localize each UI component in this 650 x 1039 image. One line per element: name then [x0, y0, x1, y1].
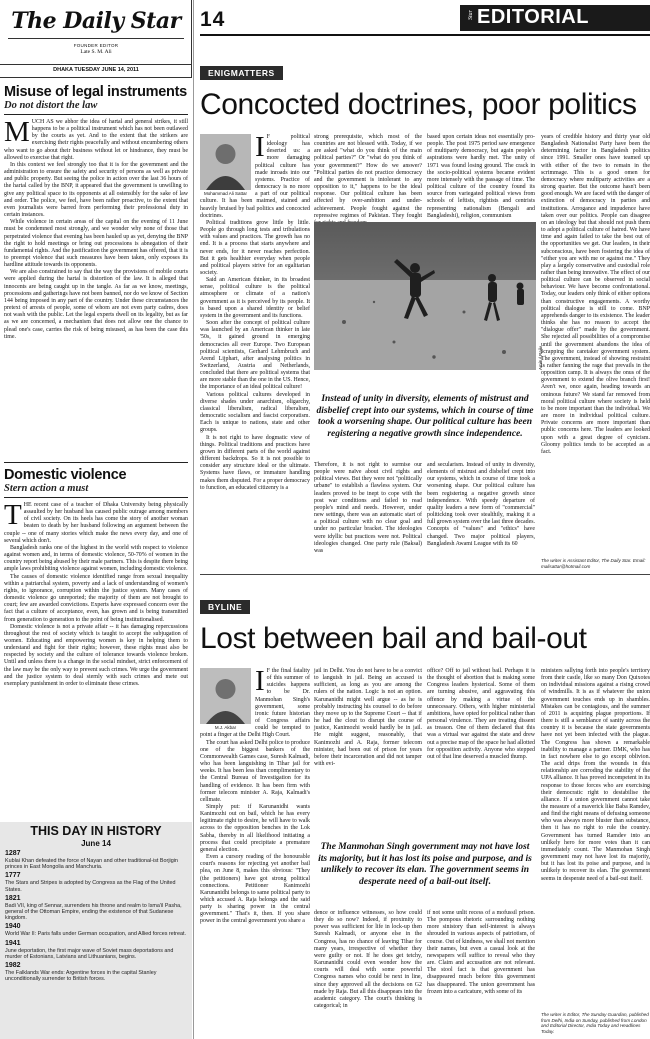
article-headline: Concocted doctrines, poor politics	[200, 88, 637, 121]
author-photo	[200, 668, 251, 724]
dropcap: I	[255, 131, 265, 163]
writer-note: The writer is Assistant Editor, The Daily Star. Email: malisattar@hotmail.com	[541, 558, 646, 569]
history-year: 1821	[5, 894, 21, 902]
paragraph: years of credible history and thirty year old Bangladesh Nationalist Party have been the determining factor in Bangladesh politics since 1991. Smaller ones have teamed up with either of the two to remain in the scrimmage. This is a good omen for democracy where multiparty activities are a strong quarter. But the outcome hasn't been good enough. We are faced with the danger of extinction of democracy in parties and institutions. Arrogance and impudence have taken over our politics. People can disagree on an ideology but that should not push them to adopt a political culture of hatred. We have time and again failed to take the best out of the opportunities we get. Our leaders, in their subconscious, have been fostering the idea of "either you are with me or against me." They play a largely conservative and custodial role rather than being innovative. The effect of our political culture can be observed in social behaviour. We have become confrontational. Today, our leaders only think of either options than constructive engagements. A worthy political dialogue is still to come. BNP apprehends danger to its existence. The leader thinks she has no reason to accept the "dialogue offer" made by the government. She rejected all possibilities of a compromise until the government abandons the idea of scrapping the caretaker government system. The government, instead of showing restraint is rather fanning the rage that prevails in the opposition camp. It is always the onus of the government to extend the olive branch first! Aren't we, once again, heading towards an ominous future? We stand far removed from moral political culture where society is held to be more important than the individual. We are more in individual political culture. Private concerns are more important than public concerns here. The leaders are looked upon with a great degree of cynicism. Gloomy politics tends to be accepted as a fact.	[541, 134, 650, 455]
author-caption: M.J. Akbar	[214, 725, 237, 730]
article-column	[200, 131, 310, 554]
editorial-title: Domestic violence	[4, 467, 127, 483]
history-text: Kublai Khan defeated the force of Nayan and other traditional-ist Borjigin princes in East Mongolia and Manchuria.	[5, 858, 178, 871]
paragraph: It is not right to have dogmatic view of things. Political traditions and practices have grown in different parts of the world against different backdrops. So it is not possible to consider any structure ideal or the ultimate. Systems have flaws, or immature handling makes them disputed. For a proper democracy to function, an educated citizenry is a	[200, 434, 310, 491]
history-text: World War II: Paris falls under German occupation, and Allied forces retreat.	[5, 931, 186, 938]
paragraph: The court has asked Delhi police to produce one of the biggest bankers of the Commonwealth Games case, Suresh Kalmadi, who has been languishing in Tihar jail for weeks. It has been less than complimentary to the Central Bureau of Investigation for its handling of evidence. It has been firm with former telecom minister A. Raja, Kalmadi's cellmate.	[200, 739, 310, 803]
pull-quote: Instead of unity in diversity, elements of mistrust and disbelief crept into our systems, which in course of time took a worsening shape. Our political culture has been registering a negative growth since independence.	[316, 394, 534, 439]
editorial-title: Misuse of legal instruments	[4, 84, 187, 100]
section-rule	[200, 574, 650, 575]
masthead	[0, 0, 192, 78]
dateline: DHAKA TUESDAY JUNE 14, 2011	[0, 64, 192, 73]
author-block	[200, 134, 251, 196]
history-item	[0, 895, 192, 922]
paragraph: Soon after the concept of political culture was launched by an American thinker in late '50s, it gained ground in emerging democracies all over Europe. Two European political scientists, Gerhard Lehmbruch and Arend Lijphart, after analysing politics in Switzerland, Austria and Netherlands, concluded that there are political systems that are more stable than the one in the US. Hence, the importance of an ideal political culture!	[200, 320, 310, 391]
writer-note: The writer is Editor, The Sunday Guardian, published from Delhi, India on Sunday, published from London and Editorial Director, India Today and Headlines Today.	[541, 1012, 649, 1034]
section-banner	[460, 5, 650, 31]
dropcap: T	[4, 499, 22, 531]
author-caption: Mohammad Ali Sattar	[203, 191, 248, 196]
author-portrait-icon	[200, 134, 251, 190]
protest-scene-photo-icon	[314, 222, 536, 370]
logo-rule	[8, 38, 184, 39]
this-day-in-history	[0, 822, 192, 1039]
paragraph: and secularism. Instead of unity in diversity, elements of mistrust and disbelief crept into our systems, which in course of time took a worsening shape. Our political culture has been registering a negative growth since independence. With speedy departure of quality leaders a new form of "commercial" politicking took over stealthily, making it a full grown system over the last three decades. Concepts of "values" and "ethics" have changed. Two major political players, Bangladesh Awami League with its 60	[427, 462, 535, 547]
history-item	[0, 940, 192, 960]
author-block	[200, 668, 251, 730]
history-title: THIS DAY IN HISTORY	[30, 824, 162, 838]
history-text: The Falklands War ends: Argentine forces in the capital Stanley unconditionally surrender to British forces.	[5, 970, 157, 983]
article-column	[314, 462, 422, 554]
page-number: 14	[200, 8, 226, 31]
article-column	[427, 134, 535, 220]
paragraph: ministers sallying forth into people's territory from their castle, like so many Don Quixotes on individual missions against a rising crowd of windmills. It is as if whatever the union government touches ends up in shambles. Mistakes can be contagious, and the summer of 2011 is acquiring plague proportions. If there is still a semblance of sanity across the country it is because the state governments have not yet been infected with the plague. The Congress has shown a remarkable inability to manage a partner. DMK, who has in fact nowhere else to go except oblivion. The acid drips from the wounds in this relationship are corroding the stability of the UPA alliance. It has proved incompetent in its response to those forces who are exercising their democratic right to destabilise the alliance. If a union government cannot take the measure of a maverick like Baba Ramdev, and find the right means of defusing someone who was always more bluster than substance, then it has no right to rule the country. Government has turned Ramdev into an unlikely hero for more votes than it can immediately count. The Manmohan Singh government may not have lost its majority, but it has lost its poise and purpose, and is unlikely to recover its elan. The government seems in desperate need of a bail-out itself.	[541, 668, 650, 882]
pull-quote: The Manmohan Singh government may not have lost its majority, but it has lost its poise and purpose, and is unlikely to recover its elan. The government seems in desperate need of a bail-out itself.	[318, 842, 532, 887]
paragraph: In this context we feel strongly too that it is for the government and the administration to ensure the safety and security of persons as well as private and public property. But seeing the police in action over the last 36 hours of the hartal called by the BNP, it appeared that the government is unwilling to give any political space to its opponents at all ostensibly for the sake of law and order. The police, we feel, have been rather proactive, to the extent that even journalists were barred from performing their professional duty in certain instances.	[4, 161, 188, 219]
paragraph: jail in Delhi. You do not have to be a convict to languish in jail. Being an accused is sufficient, as long as you are among the rulers of the nation. Logic is not an option. Karunanidhi might well argue -- as he is probably instructing his counsel to do before they move up to the Supreme Court -- that if he had the clout to disrupt the course of justice, Kanimozhi would hardly be in jail. He might suggest, reasonably, that Kanimozhi and A. Raja, former telecom minister, had been out of prison for years before their incarceration and did not tamper with evi-	[314, 668, 422, 768]
article-column	[314, 668, 422, 836]
paragraph: Bangladesh ranks one of the highest in the world with respect to violence against women and, in terms of domestic violence, 50-70% of women in the country report being abused by their male partners. This is despite there being ample laws prohibiting violence against women, including domestic violence.	[4, 544, 188, 573]
paragraph: strong prerequisite, which most of the countries are not blessed with. Today, if we are asked "what do you think of the main political parties?" Or "what do you think of your government?" How do we answer? "Political parties do not practice democracy and the government is intolerant to any opposition to it," happens to be the ideal response. Our political culture has been affected by over-ambition and under-achievement. People fought against the repressive regimes of Pakistan. They fought	[314, 134, 422, 219]
dropcap: M	[4, 116, 30, 148]
article-headline: Lost between bail and bail-out	[200, 622, 587, 655]
dropcap: I	[255, 665, 265, 697]
column-separator	[193, 0, 194, 1039]
paragraph: office? Off to jail without bail. Perhaps it is the thought of abortion that is making some Congress leaders hysterical. Some of them are turning abusive, and aggravating this offence by making a virtue of the unnecessary. Others, with higher ministerial ambitions, have opted for political rather than personal virulence. They are treating dissent as treason. One of them declared that this was a virtual war against the state and drew out a precise map of the space he had allotted for opposition activity. Anyone who stepped out of that line deserved a muscled thump.	[427, 668, 535, 760]
history-year: 1982	[5, 962, 21, 970]
history-year: 1287	[5, 850, 21, 857]
editorial-misuse	[4, 84, 188, 462]
article-column	[427, 462, 535, 554]
history-year: 1777	[5, 872, 21, 880]
history-text: The Stars and Stripes is adopted by Congress as the Flag of the United States.	[5, 880, 176, 893]
article-column	[427, 910, 535, 1039]
paragraph: Political traditions grow little by little. People go through long tests and tribulations with values and practices. The growth has no end. It is a process that starts anywhere and never ends, for it never reaches perfection. But it gets healthier everyday when people and political players strive for an egalitarian society.	[200, 219, 310, 276]
editorial-subtitle: Stern action a must	[4, 483, 89, 494]
paragraph: if not some unlit recess of a mofussil prison. The pompous rhetoric surrounding nothing more sinistory than self-interest is always shrouded in various aspects of patriotism, of course. Out of kindness, we shall not mention their names, but even a casual look at the newspapers will suffice to reveal who they are. Claim and accusation are not relevant. The stool fact is that government has disappeared much before this government has disappeared. The union government has frozen into a caricature, with some of its	[427, 910, 535, 995]
article-kicker: BYLINE	[200, 600, 250, 614]
star-mini-logo: Star	[468, 10, 474, 21]
history-item	[0, 923, 192, 937]
article-column	[314, 910, 422, 1039]
paragraph: Said an American thinker, in its broadest sense, political culture is the political atmosphere or climate of a nation's government as it is perceived by its people. It is based upon a shared identity or belief system in the government and its functions.	[200, 277, 310, 319]
article-kicker: ENIGMATTERS	[200, 66, 283, 80]
divider	[4, 497, 188, 498]
paragraph: Simply put: if Karunanidhi wants Kanimozhi out on bail, which he has every legitimate right to desire, he will have to walk across to the opposition benches in the Lok Sabha, thereby in all likelihood initiating a process that could precipitate a premature general election.	[200, 803, 310, 853]
divider	[4, 462, 188, 463]
section-name: EDITORIAL	[477, 6, 589, 28]
history-item	[0, 962, 192, 982]
paragraph: F political ideology has deserted us: a more damaging political culture has made inroads into our systems. Practice of democracy is no more a part of our political culture. It has been maimed, stained and heavily bruised by bad politics and concocted doctrines.	[200, 134, 310, 219]
author-photo	[200, 134, 251, 190]
divider	[4, 114, 188, 115]
founder-name: Late S. M. Ali	[80, 49, 112, 55]
history-year: 1940	[5, 923, 21, 931]
article-column	[541, 668, 650, 1008]
author-portrait-icon	[200, 668, 251, 724]
paragraph: F the final fatality of this summer of suicides happens to be Dr. Manmohan Singh's government, some ironic future historian of Congress affairs could be tempted to point a finger at the Delhi High Court.	[200, 668, 310, 739]
editorial-subtitle: Do not distort the law	[4, 100, 98, 111]
paragraph: Even a cursory reading of the honourable court's reasons for rejecting yet another bail plea, on June 8, makes this obvious: "They (the petitioners) have got strong political connections. Petitioner Kanimozhi Karunanidhi belongs to same political party to which accused A. Raja belongs and the said party is sharing power in the central government." That's it, then. If you share power in the central government you share a	[200, 854, 310, 925]
article-column	[314, 134, 422, 220]
founder-label: FOUNDER EDITOR	[73, 43, 119, 48]
paragraph: HE recent case of a teacher of Dhaka University being physically assaulted by her husband has caused public outrage among members of civil society. On its heels has come the story of another woman beaten to death by her husband following an argument between the couple -- one of many stories which make the news every day, and one of several which don't.	[4, 502, 188, 544]
article-column	[427, 668, 535, 836]
editorial-body	[4, 499, 188, 688]
daily-star-logo: The Daily Star	[11, 8, 181, 34]
paragraph: Domestic violence is not a private affair -- it has damaging repercussions throughout the rest of society which is taught to accept the subjugation of women. Educating and empowering women is key in helping them to understand and fight for their rights; however, these rights must also be respected by society and the culture of tolerance towards violence broken. Until and unless there is a change in the social mindset, strict enforcement of the law may be the only way to prevent such crimes. We urge the government and the justice system to deal sternly with such crimes and mete out exemplary punishment in order to eliminate these crimes.	[4, 623, 188, 687]
paragraph: dence or influence witnesses, so how could they do so now? Indeed, if proximity to power was sufficient for life in lock-up then Suresh Kalmadi, or anyone else in the Congress, has no chance of leaving Tihar for many years, irrespective of whether they were guilty or not. If he does get tetchy, Karunanidhi could even wonder how the courts will deal with some powerful Congress names who could be next in line, since they approved all the decisions on G2 made by Raja. But all this disappears into the academic category. The court's thinking is categorical; in	[314, 910, 422, 1010]
history-item	[0, 850, 192, 870]
news-photo	[314, 222, 536, 370]
article-column	[541, 134, 650, 546]
top-rule	[200, 34, 650, 36]
history-year: 1941	[5, 939, 21, 947]
paragraph: UCH AS we abhor the idea of hartal and general strikes, it still happens to be a political instrument which has not been outlawed by the courts as yet. And to the extent that the strikers are exercising their rights peacefully and without encumbering others who want to go about their business without let or hindrance, they must be allowed to exercise that right.	[4, 119, 188, 161]
history-date: June 14	[81, 839, 111, 848]
editorial-domestic	[4, 462, 188, 818]
paragraph: We are also constrained to say that the way the provisions of mobile courts were applied during the hartal is distortion of the law. It is alleged that innocents are being caught up in the tangle. As far as we know, meetings, processions and gatherings have not been banned, nor do we know of Section 144 being imposed in any part of the country. Under these circumstances the pretext of arrests of people, some of whom are not even party cadres, does not wash with the public. Let the legal experts dwell on its legality, but as far as we are concerned, a mechanism that does not allow one the chance to plead one's case, carries the risk of being misused, as has been the case this time.	[4, 269, 188, 340]
paragraph: The causes of domestic violence identified range from sexual inequality within a patriarchal system, poverty and a lack of understanding of women's rights, to ignorance, corruption within the justice system. Many cases of domestic violence go unreported; the majority of them are not brought to court; few are awarded convictions. Experts have expressed concern over the fact that a culture of acceptance, even, has grown and is being transmitted from generation to generation to the point of being institutionalised.	[4, 573, 188, 623]
history-text: June deportation, the first major wave of Soviet mass deportations and murder of Estonians, Latvians and Lithuanians, begins.	[5, 947, 174, 960]
paragraph: While violence in certain areas of the capital on the evening of 11 June must be condemned most strongly, and we wonder why none of those that perpetrated violence that evening has been hauled up as yet, denying the BNP the right to hold meetings or bring out processions is abnegation of their fundamental rights. And the justification the government has offered, that it is to preempt violence that such measures have been taken, only exposes its hardline attitude towards its opponents.	[4, 219, 188, 269]
paragraph: Therefore, it is not right to surmise our people were naïve about civil rights and political views. But they were not "politically urbane" to establish a flawless system. Our leaders proved to be inept to cope with the post war conditions and failed to read people's mind and needs. However, under new settings, there was an automatic start of a political culture with no clear goal and under no particular bracket. The ideologies were idyllic but practices were not. Political ideologies changed. One party rule (Baksal) was	[314, 462, 422, 554]
editorial-body	[4, 116, 188, 341]
paragraph: based upon certain ideas not essentially pro-people. The post 1975 period saw emergence of multiparty democracy, but again people's aspirations were hardly met. The unity of 1971 was found losing ground. The crack in the socio-political systems became evident more intensely with the passage of time. The political culture of the country found its source from variegated political views from schools of leftists, rightists and centrists representing nationalism (Bengali and Bangladeshi), religion, communism	[427, 134, 535, 219]
history-text: Badi VII, king of Sennar, surrenders his throne and realm to Isma'il Pasha, general of the Ottoman Empire, ending the existence of that Sudanese kingdom.	[5, 902, 182, 922]
history-item	[0, 872, 192, 892]
paragraph: Various political cultures developed in diverse shades under anarchism, oligarchy, classical liberalism, radical liberalism, democratic socialism and fascist corporatism. Each is unique to nations, state and other groups.	[200, 391, 310, 434]
article-column	[200, 665, 310, 1039]
photo-credit: Amirul Rajiv	[538, 345, 543, 370]
